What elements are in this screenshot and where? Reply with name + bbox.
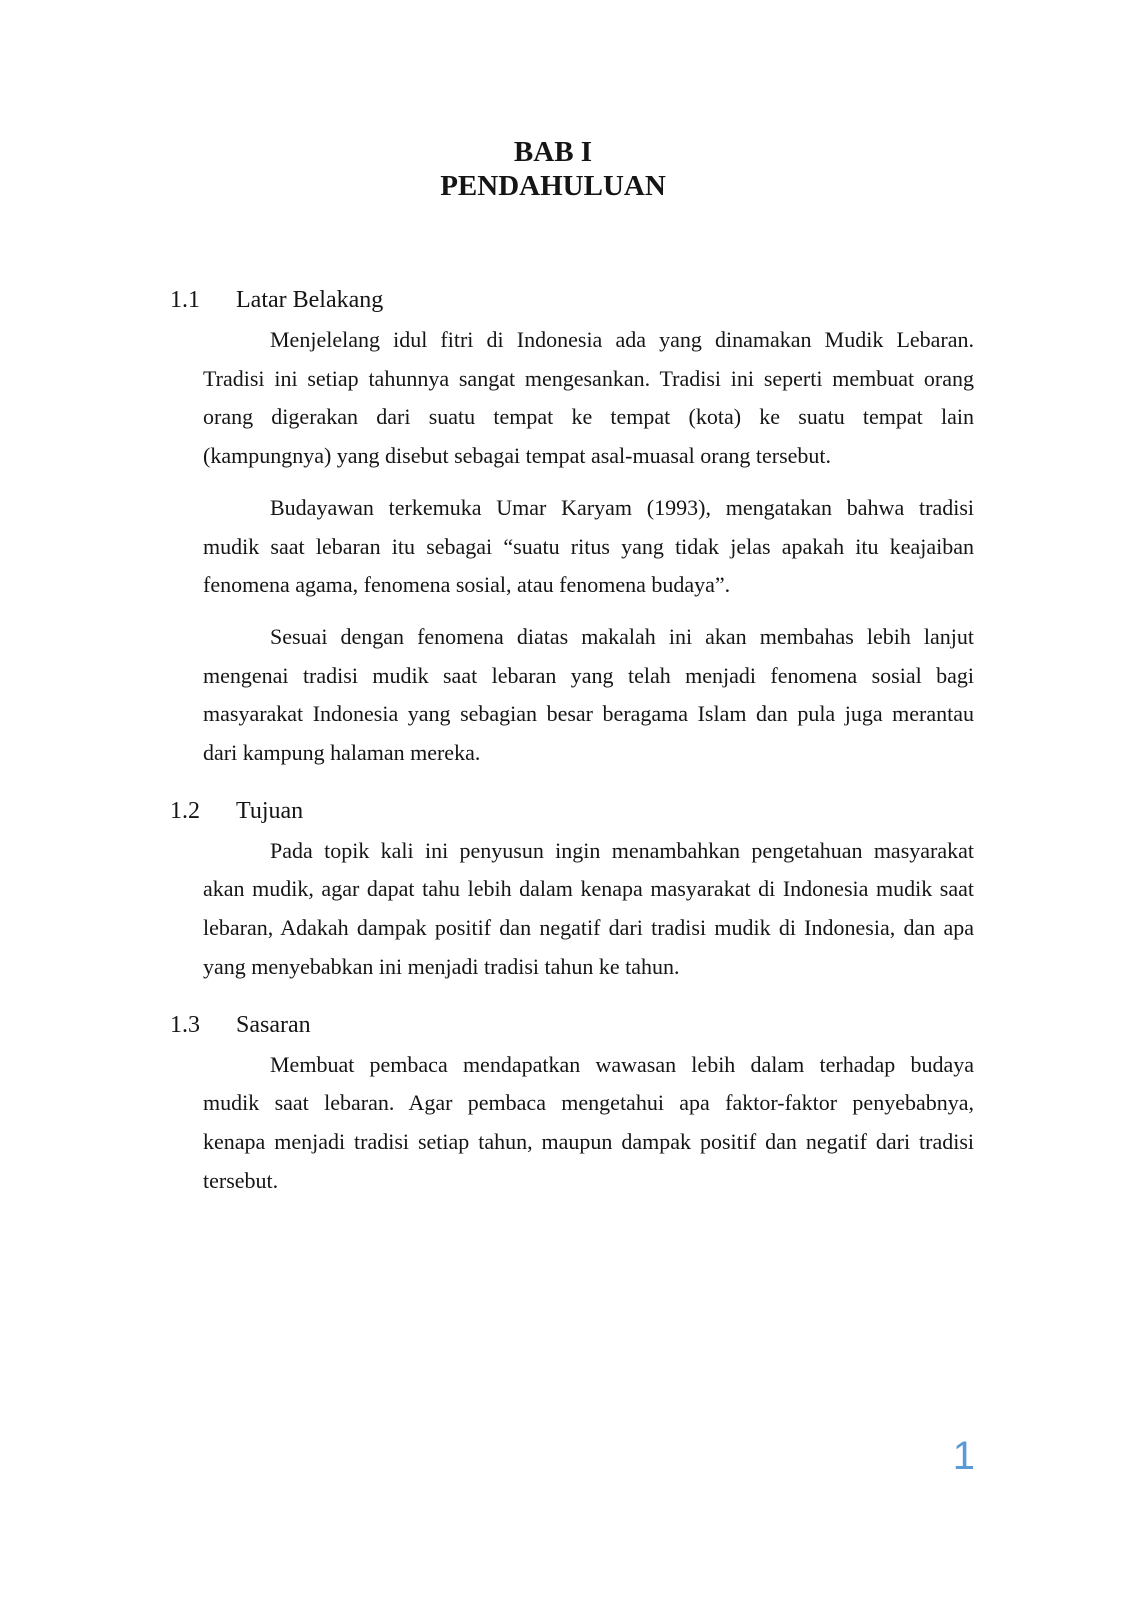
paragraph-line: masyarakat Indonesia yang sebagian besar beragama Islam dan pula juga merantau xyxy=(203,701,974,727)
paragraph xyxy=(203,321,974,476)
paragraph-line: orang digerakan dari suatu tempat ke tempat (kota) ke suatu tempat lain xyxy=(203,404,974,430)
paragraph-line: mengenai tradisi mudik saat lebaran yang telah menjadi fenomena sosial bagi xyxy=(203,662,974,688)
paragraph-line: Menjelelang idul fitri di Indonesia ada yang dinamakan Mudik Lebaran. xyxy=(270,327,974,352)
paragraph-line: tersebut. xyxy=(203,1167,279,1193)
paragraph xyxy=(203,489,974,605)
paragraph-line: Membuat pembaca mendapatkan wawasan lebih dalam terhadap budaya xyxy=(270,1051,974,1077)
section-latar-belakang xyxy=(0,285,1131,773)
paragraph-line: Tradisi ini setiap tahunnya sangat mengesankan. Tradisi ini seperti membuat orang xyxy=(203,365,974,391)
section-tujuan xyxy=(0,796,1131,987)
section-number: 1.3 xyxy=(170,1011,200,1038)
paragraph-line: (kampungnya) yang disebut sebagai tempat asal-muasal orang tersebut. xyxy=(203,443,832,469)
paragraph xyxy=(203,618,974,773)
section-title: Tujuan xyxy=(236,797,304,824)
paragraph-line: mudik saat lebaran itu sebagai “suatu ritus yang tidak jelas apakah itu keajaiban xyxy=(203,533,974,559)
paragraph xyxy=(203,1046,974,1201)
paragraph-line: fenomena agama, fenomena sosial, atau fenomena budaya”. xyxy=(203,572,731,598)
paragraph-line: lebaran, Adakah dampak positif dan negatif dari tradisi mudik di Indonesia, dan apa xyxy=(203,915,974,941)
chapter-title-block xyxy=(120,135,986,203)
paragraph-line: mudik saat lebaran. Agar pembaca mengetahui apa faktor-faktor penyebabnya, xyxy=(203,1090,974,1116)
section-number: 1.2 xyxy=(170,797,200,824)
paragraph-line: akan mudik, agar dapat tahu lebih dalam kenapa masyarakat di Indonesia mudik saat xyxy=(203,876,974,902)
paragraph-line: kenapa menjadi tradisi setiap tahun, maupun dampak positif dan negatif dari tradisi xyxy=(203,1128,974,1154)
paragraph-line: Pada topik kali ini penyusun ingin menambahkan pengetahuan masyarakat xyxy=(270,837,974,863)
paragraph-line: yang menyebabkan ini menjadi tradisi tahun ke tahun. xyxy=(203,953,680,979)
section-heading xyxy=(0,1010,1131,1040)
section-title: Latar Belakang xyxy=(236,287,384,313)
document-body xyxy=(0,285,1131,1200)
section-number: 1.1 xyxy=(170,287,200,313)
section-heading xyxy=(0,796,1131,826)
paragraph-line: Sesuai dengan fenomena diatas makalah ini akan membahas lebih lanjut xyxy=(270,623,974,649)
paragraph xyxy=(203,832,974,987)
paragraph-line: Budayawan terkemuka Umar Karyam (1993), mengatakan bahwa tradisi xyxy=(270,494,974,520)
page-number: 1 xyxy=(952,1434,975,1478)
chapter-title: PENDAHULUAN xyxy=(440,170,666,202)
chapter-label: BAB I xyxy=(513,136,593,168)
section-title: Sasaran xyxy=(236,1011,311,1038)
paragraph-line: dari kampung halaman mereka. xyxy=(203,740,481,766)
section-heading xyxy=(0,285,1131,315)
section-sasaran xyxy=(0,1010,1131,1201)
